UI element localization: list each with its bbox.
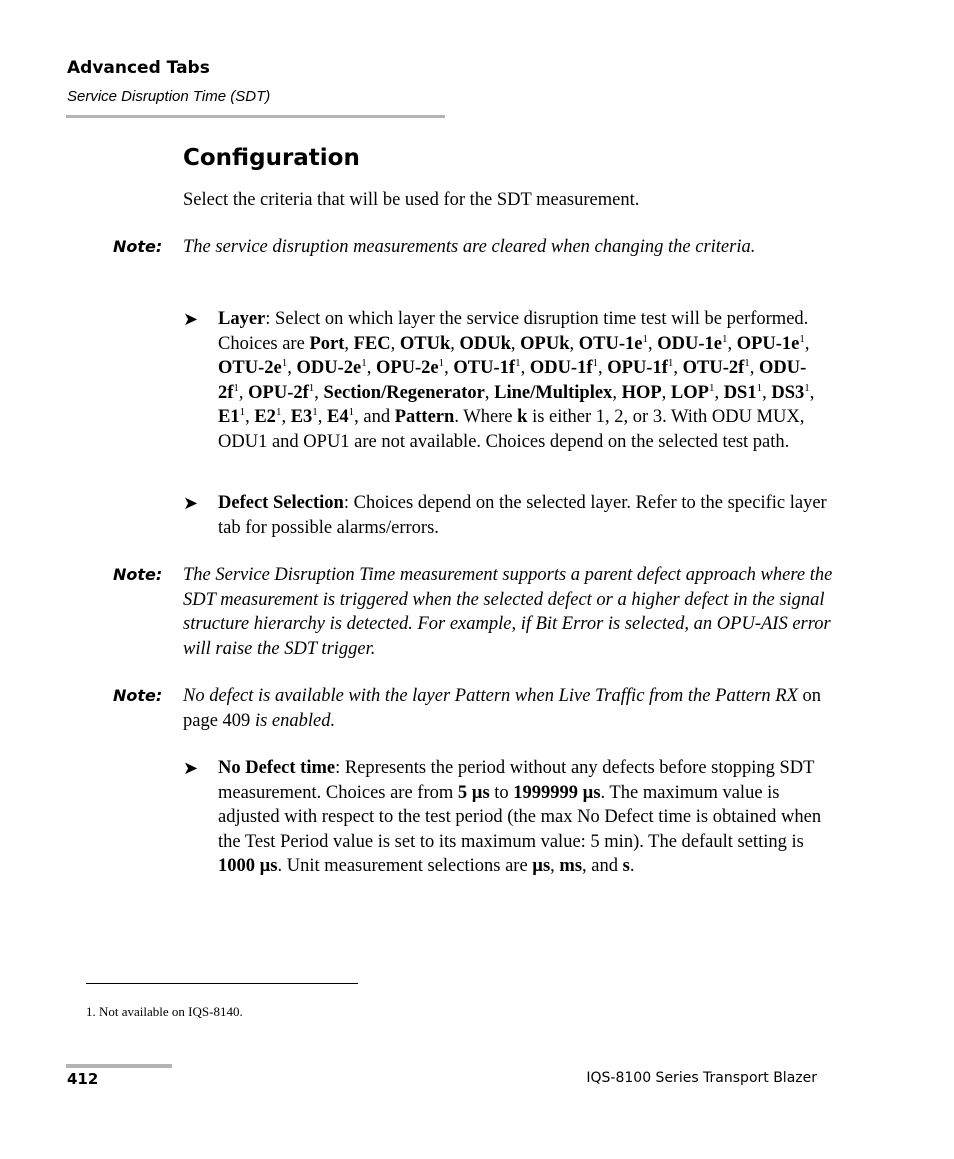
header-subtitle: Service Disruption Time (SDT) [67,88,271,105]
defect-bullet [218,491,828,540]
footnote-marker: 1 [667,357,674,370]
layer-choice: E2 [254,407,276,428]
separator: , [804,333,810,354]
layer-choice: LOP [670,382,709,403]
footnote-marker: 1 [281,357,288,370]
separator: , [314,382,324,403]
footnote-marker: 1 [804,381,810,394]
footnote-marker: 1 [275,406,282,419]
bullet-arrow-icon: ➤ [183,309,199,330]
bullet-text: : Choices depend on the selected layer. Refer to the specific layer tab for possible alarms/errors. [218,493,827,538]
layer-choice: Line/Multiplex [494,382,613,403]
layer-choice: ODU-2e [296,358,362,379]
layer-choice: OPU-1f [607,358,668,379]
page-number: 412 [67,1070,99,1088]
separator: , [238,382,249,403]
bullet-arrow-icon: ➤ [183,493,199,514]
layer-choice: OTU-1e [578,333,643,354]
layer-choice: ODUk [459,333,511,354]
layer-choice: E3 [290,407,313,428]
layer-choice: OPU-1e [736,333,800,354]
layer-choice: OTU-2f [682,358,745,379]
document-title: IQS-8100 Series Transport Blazer [586,1070,817,1086]
bullet-text: : Represents the period without any defects before stopping SDT measurement. Choices are from [218,758,815,803]
separator: , [450,333,460,354]
separator: , [749,358,760,379]
separator: , [673,358,683,379]
separator: , [727,333,737,354]
separator: , [598,358,608,379]
layer-choice: ODU-1f [529,358,593,379]
bullet-text: . Unit measurement selections are [277,856,533,877]
separator: , [390,333,400,354]
layer-choice: ODU-1e [657,333,722,354]
layer-choice: OPU-2f [248,382,309,403]
layer-choice: DS1 [723,382,757,403]
layer-choice: OTUk [399,333,451,354]
separator: , [569,333,579,354]
bullet-text: to [489,782,514,803]
layer-choice: FEC [353,333,391,354]
footnote-marker: 1 [721,332,728,345]
footnote-marker: 1 [744,357,750,370]
note-label: Note: [113,237,163,256]
separator: , [366,358,376,379]
separator: , [714,382,724,403]
unit-option: ms [559,856,583,877]
separator: , [510,333,521,354]
unit-option: µs [532,856,551,877]
layer-choice: HOP [621,382,662,403]
footnote-marker: 1 [592,357,598,370]
header-divider [66,115,445,118]
note-label: Note: [113,565,163,584]
separator: , [245,407,255,428]
note-text-part: is enabled. [254,710,336,731]
layer-choice: E4 [327,407,349,428]
layer-choice: OTU-2e [218,358,282,379]
bullet-term: No Defect time [218,758,336,778]
footnote-marker: 1 [708,381,715,394]
footnote-marker: 1 [642,332,648,345]
separator: , [281,407,291,428]
footer-divider [66,1064,172,1068]
note-text [183,684,833,733]
default-value: 1000 µs [218,856,278,877]
separator: , [809,382,815,403]
footnote-marker: 1 [515,357,521,370]
min-value: 5 µs [457,782,490,803]
separator: , [317,407,328,428]
layer-choice: Section/Regenerator [323,382,485,403]
layer-choice: OTU-1f [453,358,516,379]
separator: , [484,382,495,403]
bullet-term: Defect Selection [218,493,344,513]
variable-k: k [517,407,528,428]
separator: , [762,382,772,403]
footnote-marker: 1 [239,406,246,419]
footnote-marker: 1 [348,406,355,419]
separator: , [444,358,454,379]
separator: , [344,333,354,354]
separator: . [629,856,635,877]
nodefect-bullet [218,756,828,879]
layer-choice: ODU-2f [218,358,807,403]
separator: , [661,382,671,403]
unit-option: s [622,856,630,877]
bullet-text: . Where [454,407,518,428]
intro-paragraph: Select the criteria that will be used for the SDT measurement. [183,190,640,210]
footnote: 1. Not available on IQS-8140. [86,1004,243,1019]
separator: , [287,358,297,379]
bullet-text: : Select on which layer the service disruption time test will be performed. Choices are [218,309,809,354]
footnote-marker: 1 [438,357,445,370]
footnote-marker: 1 [312,406,318,419]
header-title: Advanced Tabs [67,58,210,78]
separator: , and [582,856,623,877]
separator: , [520,358,530,379]
bullet-arrow-icon: ➤ [183,758,199,779]
max-value: 1999999 µs [513,782,601,803]
bullet-text: . The maximum value is adjusted with respect to the test period (the max No Defect time is obtained when the Test Period value is set to its maximum value: 5 min). The default setting is [218,782,822,852]
bullet-text: is either 1, 2, or 3. With ODU MUX, ODU1 and OPU1 are not available. Choices depend on the selected test path. [218,407,805,452]
note-text-part: No defect is available with the layer Pattern when Live Traffic from the Pattern RX [183,686,798,706]
bullet-text: , and [354,407,395,428]
layer-bullet [218,307,828,455]
layer-choice: OPUk [520,333,570,354]
footnote-marker: 1 [799,332,805,345]
footnote-divider [86,983,358,984]
layer-choice: DS3 [771,382,805,403]
separator: , [647,333,658,354]
footnote-marker: 1 [756,381,763,394]
footnote-marker: 1 [233,381,239,394]
page-reference-link[interactable]: on page 409 [183,686,821,731]
separator: , [612,382,622,403]
layer-choice: E1 [218,407,240,428]
section-heading: Configuration [183,145,360,171]
layer-choice: Pattern [394,407,455,428]
note-text: The service disruption measurements are cleared when changing the criteria. [183,237,756,257]
layer-choice: OPU-2e [375,358,439,379]
footnote-marker: 1 [361,357,367,370]
separator: , [550,856,560,877]
layer-choice: Port [309,333,345,354]
bullet-term: Layer [218,309,266,329]
note-text: The Service Disruption Time measurement supports a parent defect approach where the SDT measurement is triggered when the selected defect or a higher defect in the signal structure hierarchy is detected. For example, if Bit Error is selected, an OPU-AIS error will raise the SDT trigger. [183,565,833,659]
footnote-marker: 1 [308,381,315,394]
note-label: Note: [113,686,163,705]
